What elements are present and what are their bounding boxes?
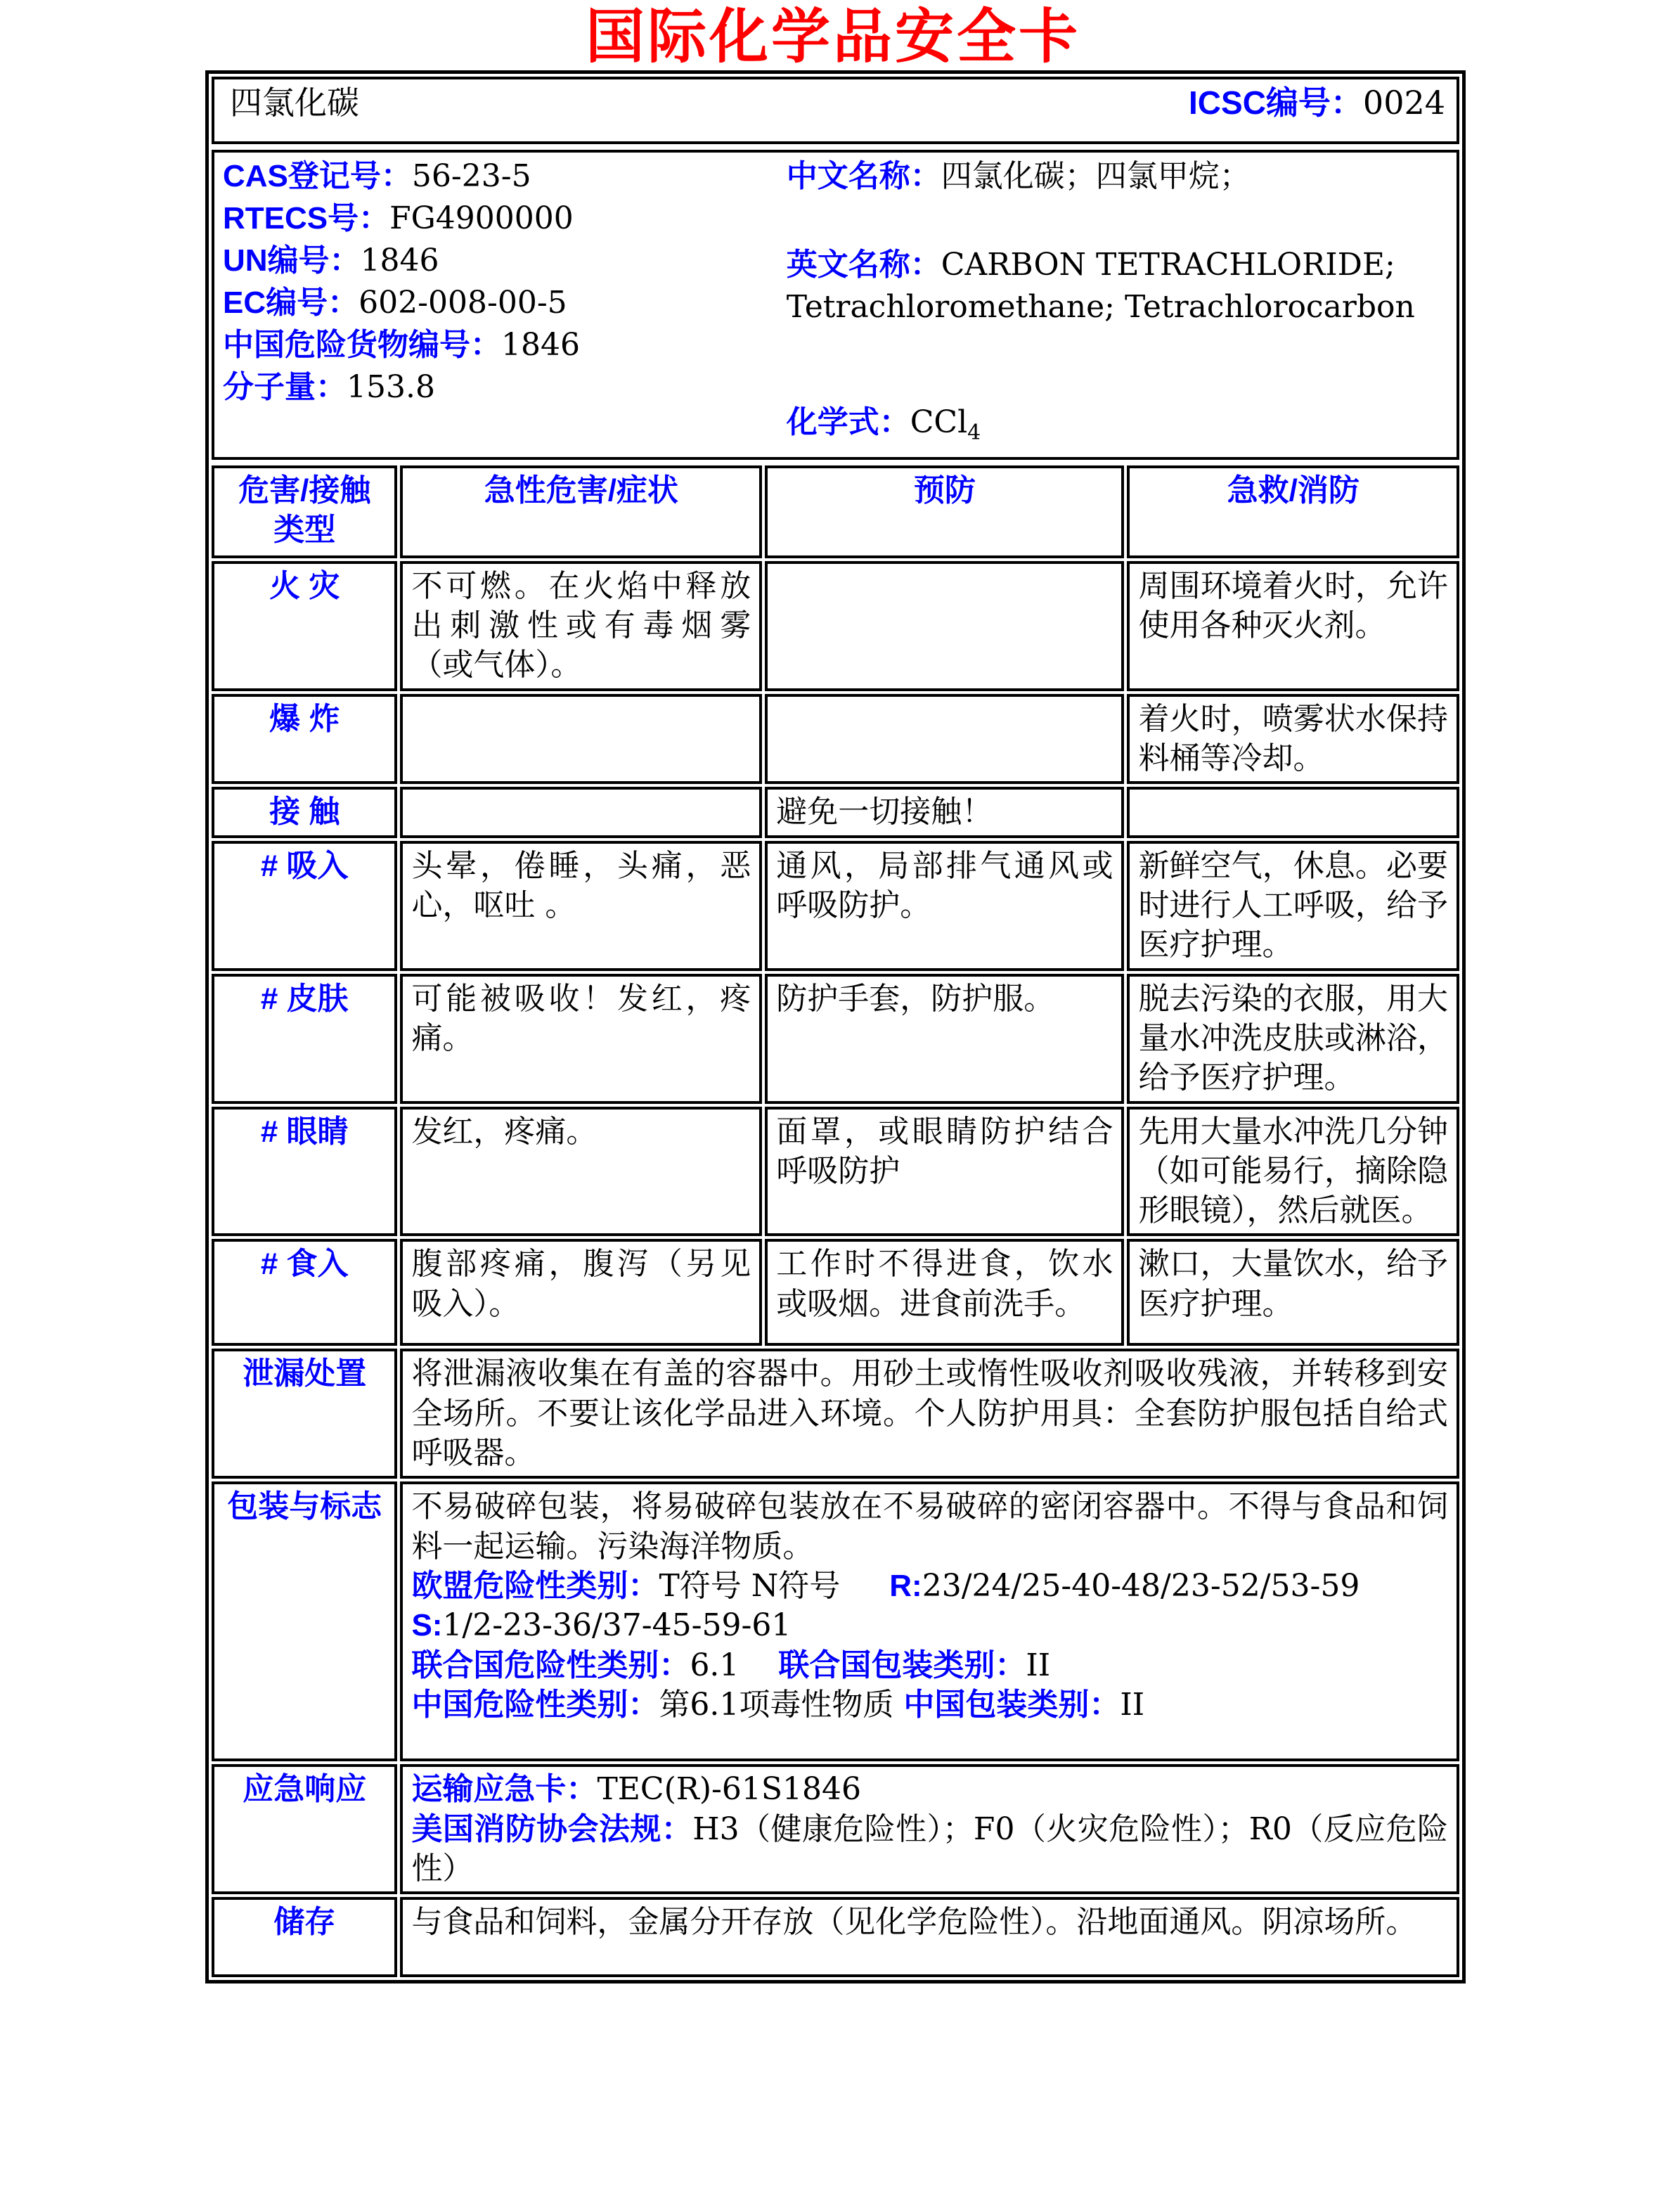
row-label-fire: 火 灾: [212, 561, 397, 691]
hazard-header-row: [212, 465, 1459, 558]
hazard-row-explosion: [212, 694, 1459, 785]
row-label-skin: # 皮肤: [212, 974, 397, 1104]
china-dg-number-line: 中国危险货物编号：1846: [223, 327, 580, 363]
eyes-symptoms: 发红，疼痛。: [400, 1107, 762, 1237]
contact-firstaid: [1127, 787, 1459, 837]
icsc-number-label: ICSC编号：: [1189, 84, 1363, 121]
skin-firstaid: 脱去污染的衣服，用大量水冲洗皮肤或淋浴，给予医疗护理。: [1127, 974, 1459, 1104]
row-label-storage: 储存: [212, 1897, 397, 1977]
inhalation-prevention: 通风，局部排气通风或呼吸防护。: [765, 841, 1124, 971]
contact-prevention: 避免一切接触！: [765, 787, 1124, 837]
eu-classification-line: 欧盟危险性类别：T符号 N符号 R:23/24/25-40-48/23-52/53-59: [411, 1568, 1360, 1605]
name-section: [209, 74, 1462, 147]
identifiers-cell: [212, 150, 1459, 460]
english-name-line: 英文名称：CARBON TETRACHLORIDE; Tetrachloromethane; Tetrachlorocarbon: [786, 247, 1415, 325]
hazard-row-ingestion: [212, 1239, 1459, 1346]
chinese-name-line: 中文名称：四氯化碳；四氯甲烷；: [786, 158, 1251, 194]
storage-text: 与食品和饲料，金属分开存放（见化学危险性）。沿地面通风。阴凉场所。: [400, 1897, 1459, 1977]
identifiers-row: [212, 150, 1459, 460]
hazard-row-skin: [212, 974, 1459, 1104]
header-hazard-type: 危害/接触 类型: [212, 465, 397, 558]
un-classification-line: 联合国危险性类别：6.1 联合国包装类别：II: [411, 1647, 1051, 1683]
ingestion-firstaid: 漱口，大量饮水，给予医疗护理。: [1127, 1239, 1459, 1346]
name-row: [212, 77, 1459, 144]
explosion-firstaid: 着火时，喷雾状水保持料桶等冷却。: [1127, 694, 1459, 785]
inhalation-symptoms: 头晕，倦睡，头痛，恶心，呕吐 。: [400, 841, 762, 971]
china-classification-line: 中国危险性类别：第6.1项毒性物质 中国包装类别：II: [411, 1686, 1145, 1723]
ingestion-symptoms: 腹部疼痛，腹泻（另见吸入）。: [400, 1239, 762, 1346]
name-cell: [212, 77, 1459, 144]
explosion-prevention: [765, 694, 1124, 785]
chemical-formula-line: 化学式：CCl$_4$: [786, 404, 981, 445]
row-label-explosion: 爆 炸: [212, 694, 397, 785]
row-label-spillage: 泄漏处置: [212, 1349, 397, 1479]
spillage-text: 将泄漏液收集在有盖的容器中。用砂土或惰性吸收剂吸收残液，并转移到安全场所。不要让该化学品进入环境。个人防护用具：全套防护服包括自给式呼吸器。: [400, 1349, 1459, 1479]
identifiers-section: [209, 147, 1462, 463]
fire-prevention: [765, 561, 1124, 691]
eyes-prevention: 面罩，或眼睛防护结合呼吸防护: [765, 1107, 1124, 1237]
row-label-ingestion: # 食入: [212, 1239, 397, 1346]
header-firstaid: 急救/消防: [1127, 465, 1459, 558]
inhalation-firstaid: 新鲜空气，休息。必要时进行人工呼吸，给予医疗护理。: [1127, 841, 1459, 971]
hazard-row-eyes: [212, 1107, 1459, 1237]
tec-card-line: 运输应急卡：TEC(R)-61S1846: [411, 1771, 862, 1808]
molecular-weight-line: 分子量：153.8: [223, 369, 435, 405]
packaging-text: 不易破碎包装，将易破碎包装放在不易破碎的密闭容器中。不得与食品和饲料一起运输。污染海洋物质。: [411, 1488, 1448, 1564]
fire-firstaid: 周围环境着火时，允许使用各种灭火剂。: [1127, 561, 1459, 691]
contact-symptoms: [400, 787, 762, 837]
eyes-firstaid: 先用大量水冲洗几分钟（如可能易行，摘除隐形眼镜），然后就医。: [1127, 1107, 1459, 1237]
row-label-emergency: 应急响应: [212, 1764, 397, 1894]
row-label-contact: 接 触: [212, 787, 397, 837]
emergency-content: [400, 1764, 1459, 1894]
row-label-inhalation: # 吸入: [212, 841, 397, 971]
icsc-number-value: 0024: [1362, 84, 1445, 122]
identifiers-right-column: [787, 155, 1448, 454]
hazard-row-fire: [212, 561, 1459, 691]
ec-number-line: EC编号：602-008-00-5: [223, 285, 567, 321]
rtecs-number-line: RTECS号：FG4900000: [223, 200, 574, 236]
packaging-row: [212, 1481, 1459, 1761]
packaging-content: [400, 1481, 1459, 1761]
row-label-packaging: 包装与标志: [212, 1481, 397, 1761]
chemical-name: 四氯化碳: [230, 84, 359, 122]
s-phrases-line: S:1/2-23-36/37-45-59-61: [411, 1607, 792, 1644]
page-title: 国际化学品安全卡: [585, 4, 1080, 70]
hazard-row-inhalation: [212, 841, 1459, 971]
fire-symptoms: 不可燃。在火焰中释放出刺激性或有毒烟雾（或气体）。: [400, 561, 762, 691]
safety-card: [205, 70, 1466, 1983]
nfpa-code-line: 美国消防协会法规：H3（健康危险性）；F0（火灾危险性）；R0（反应危险性）: [411, 1811, 1448, 1887]
explosion-symptoms: [400, 694, 762, 785]
spillage-row: [212, 1349, 1459, 1479]
hazard-row-contact: [212, 787, 1459, 837]
row-label-eyes: # 眼睛: [212, 1107, 397, 1237]
hazard-section: [209, 463, 1462, 1981]
header-prevention: 预防: [765, 465, 1124, 558]
emergency-response-row: [212, 1764, 1459, 1894]
ingestion-prevention: 工作时不得进食，饮水或吸烟。进食前洗手。: [765, 1239, 1124, 1346]
skin-symptoms: 可能被吸收！发红，疼痛。: [400, 974, 762, 1104]
formula-subscript: 4: [967, 420, 981, 445]
header-symptoms: 急性危害/症状: [400, 465, 762, 558]
un-number-line: UN编号：1846: [223, 243, 439, 278]
skin-prevention: 防护手套，防护服。: [765, 974, 1124, 1104]
storage-row: [212, 1897, 1459, 1977]
cas-number-line: CAS登记号：56-23-5: [223, 158, 531, 194]
identifiers-left-column: [223, 155, 787, 454]
